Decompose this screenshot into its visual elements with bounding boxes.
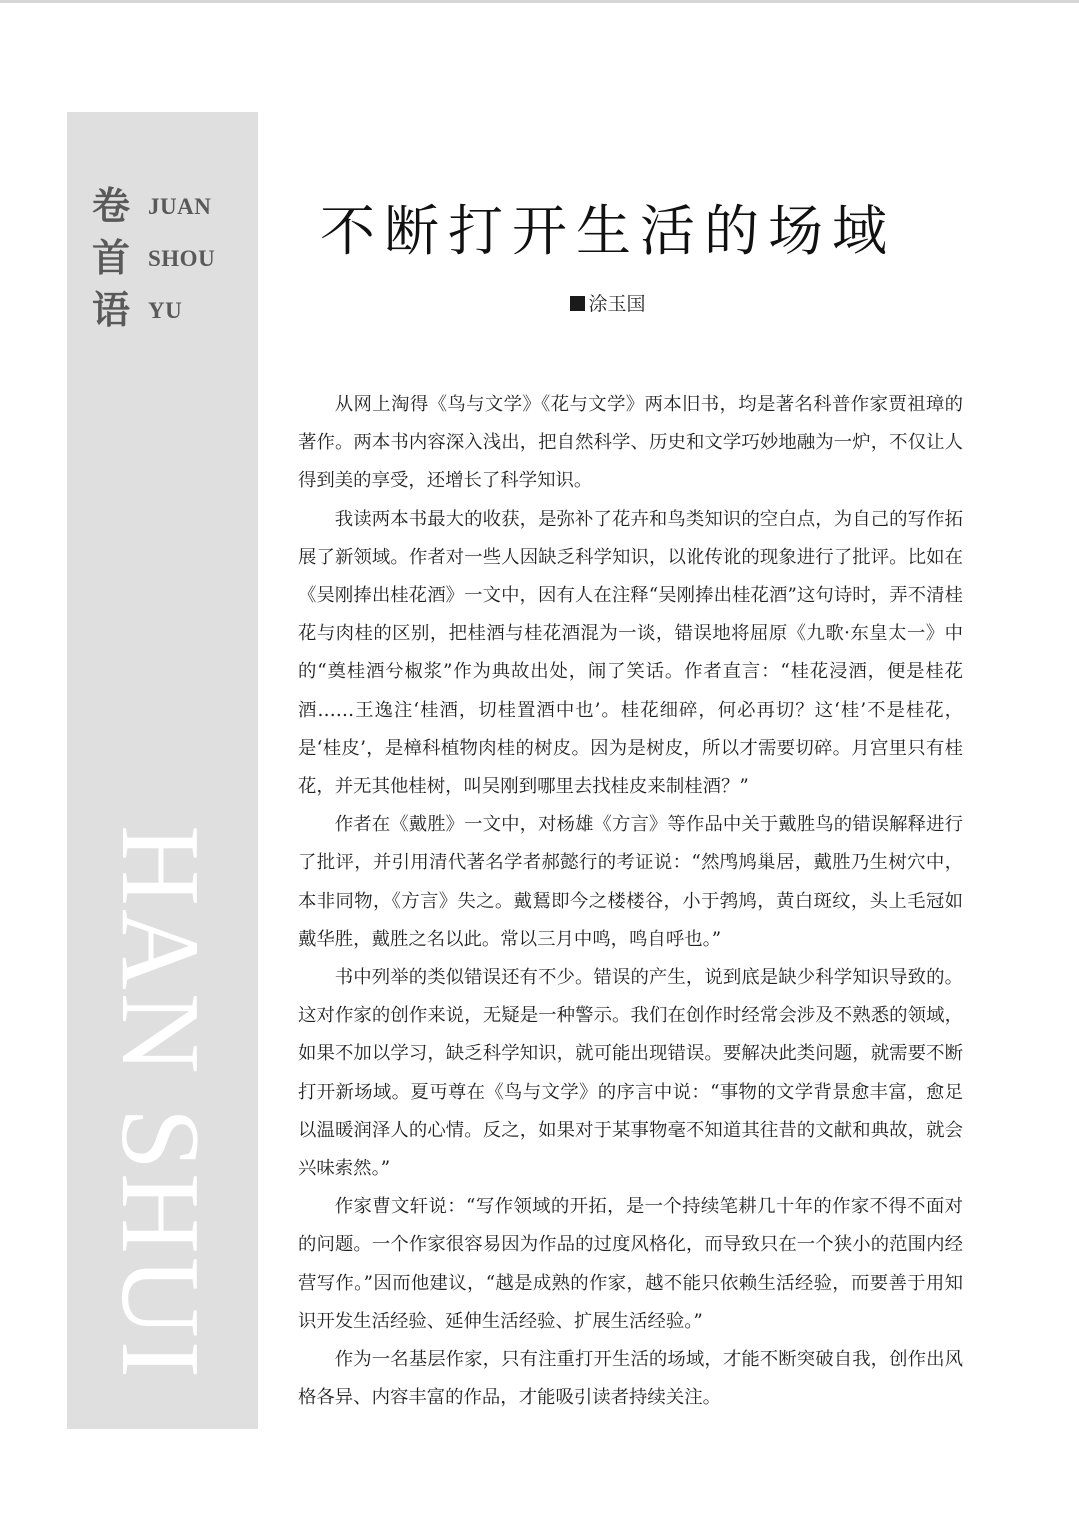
body-paragraph: 书中列举的类似错误还有不少。错误的产生，说到底是缺少科学知识导致的。这对作家的创作来说，无疑是一种警示。我们在创作时经常会涉及不熟悉的领域，如果不加以学习，缺乏科学知识，就可能出现错误。要解决此类问题，就需要不断打开新场域。夏丏尊在《鸟与文学》的序言中说：“事物的文学背景愈丰富，愈足以温暖润泽人的心情。反之，如果对于某事物毫不知道其往昔的文献和典故，就会兴味索然。” (298, 967, 963, 1180)
column-label-row (92, 180, 215, 232)
author-name: 涂玉国 (588, 293, 646, 315)
column-label (92, 180, 215, 336)
column-label-pinyin: YU (148, 297, 183, 323)
column-label-char: 语 (92, 287, 131, 332)
column-label-pinyin: SHOU (148, 245, 216, 271)
body-paragraph: 从网上淘得《鸟与文学》《花与文学》两本旧书，均是著名科普作家贾祖璋的著作。两本书内容深入浅出，把自然科学、历史和文学巧妙地融为一炉，不仅让人得到美的享受，还增长了科学知识。 (298, 394, 963, 492)
byline-square-mark (570, 296, 585, 311)
column-label-row (92, 232, 215, 284)
article-body (298, 386, 963, 1417)
column-label-char: 卷 (92, 183, 131, 228)
column-label-pinyin: JUAN (148, 193, 212, 219)
body-paragraph: 我读两本书最大的收获，是弥补了花卉和鸟类知识的空白点，为自己的写作拓展了新领域。作者对一些人因缺乏科学知识，以讹传讹的现象进行了批评。比如在《吴刚捧出桂花酒》一文中，因有人在注释“吴刚捧出桂花酒”这句诗时，弄不清桂花与肉桂的区别，把桂酒与桂花酒混为一谈，错误地将屈原《九歌·东皇太一》中的“奠桂酒兮椒浆”作为典故出处，闹了笑话。作者直言：“桂花浸酒，便是桂花酒……王逸注‘桂酒，切桂置酒中也’。桂花细碎，何必再切？这‘桂’不是桂花，是‘桂皮’，是樟科植物肉桂的树皮。因为是树皮，所以才需要切碎。月宫里只有桂花，并无其他桂树，叫吴刚到哪里去找桂皮来制桂酒？” (298, 508, 963, 798)
article-byline (258, 290, 958, 318)
body-paragraph: 作为一名基层作家，只有注重打开生活的场域，才能不断突破自我，创作出风格各异、内容丰富的作品，才能吸引读者持续关注。 (298, 1349, 963, 1409)
top-border-rule (0, 0, 1079, 3)
sidebar-watermark: HAN SHUI (98, 825, 222, 1381)
article-title: 不断打开生活的场域 (319, 199, 896, 263)
body-paragraph: 作家曹文轩说：“写作领域的开拓，是一个持续笔耕几十年的作家不得不面对的问题。一个作家很容易因为作品的过度风格化，而导致只在一个狭小的范围内经营写作。”因而他建议，“越是成熟的作家，越不能只依赖生活经验，而要善于用知识开发生活经验、延伸生活经验、扩展生活经验。” (298, 1196, 963, 1332)
column-label-char: 首 (92, 235, 131, 280)
column-label-row (92, 284, 215, 336)
body-paragraph: 作者在《戴胜》一文中，对杨雄《方言》等作品中关于戴胜鸟的错误解释进行了批评，并引用清代著名学者郝懿行的考证说：“然鸤鸠巢居，戴胜乃生树穴中，本非同物，《方言》失之。戴鵟即今之楼楼谷，小于鹁鸠，黄白斑纹，头上毛冠如戴华胜，戴胜之名以此。常以三月中鸣，鸣自呼也。” (298, 814, 963, 950)
